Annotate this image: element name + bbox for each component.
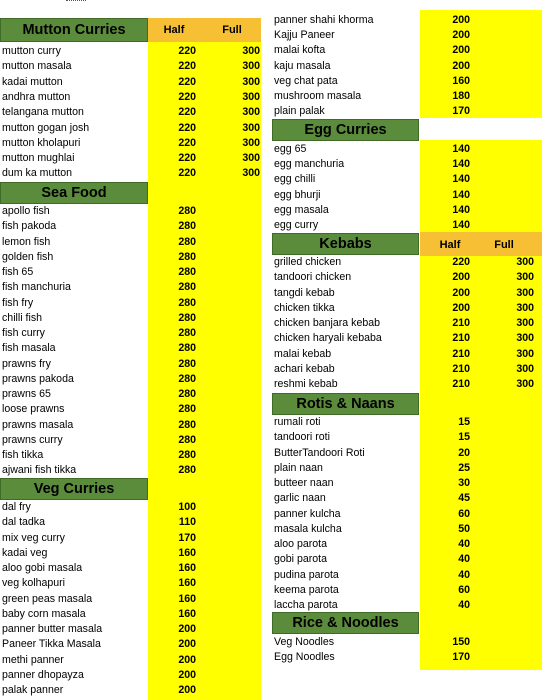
item-price: 170 bbox=[178, 531, 196, 544]
item-name: tangdi kebab bbox=[274, 286, 335, 299]
item-price: 200 bbox=[178, 638, 196, 651]
item-name: kadai veg bbox=[2, 546, 48, 559]
item-name: panner dhopayza bbox=[2, 668, 84, 681]
menu-item-row bbox=[0, 59, 261, 74]
item-price: 280 bbox=[178, 296, 196, 309]
item-price: 170 bbox=[452, 651, 470, 664]
half-price: 220 bbox=[178, 136, 196, 149]
item-name: Veg Noodles bbox=[274, 636, 335, 648]
item-name: plain naan bbox=[274, 461, 323, 474]
menu-item-row bbox=[272, 507, 542, 522]
item-price: 160 bbox=[178, 577, 196, 590]
full-price: 300 bbox=[516, 286, 534, 299]
full-price: 300 bbox=[242, 106, 260, 119]
half-label: Half bbox=[163, 24, 185, 36]
full-price: 300 bbox=[516, 271, 534, 284]
item-price: 280 bbox=[178, 235, 196, 248]
full-price: 300 bbox=[516, 332, 534, 345]
item-name: egg chilli bbox=[274, 173, 316, 186]
item-name: tandoori roti bbox=[274, 431, 330, 444]
menu-item-row bbox=[272, 89, 542, 104]
menu-item-row bbox=[272, 522, 542, 537]
menu-item-row bbox=[272, 270, 542, 285]
item-price: 140 bbox=[452, 219, 470, 231]
item-price: 280 bbox=[178, 327, 196, 339]
half-price: 210 bbox=[452, 332, 470, 345]
item-price: 100 bbox=[178, 501, 196, 513]
menu-item-row bbox=[0, 592, 261, 607]
full-price: 300 bbox=[516, 362, 534, 375]
item-name: gobi parota bbox=[274, 553, 328, 566]
item-name: veg kolhapuri bbox=[2, 577, 66, 590]
item-name: chicken tikka bbox=[274, 301, 335, 314]
menu-item-row bbox=[0, 136, 261, 151]
item-name: ButterTandoori Roti bbox=[274, 446, 365, 459]
menu-item-row bbox=[272, 537, 542, 552]
full-price: 300 bbox=[516, 347, 534, 360]
item-name: aloo gobi masala bbox=[2, 562, 83, 574]
item-price: 280 bbox=[178, 388, 196, 400]
item-price: 280 bbox=[178, 220, 196, 233]
item-name: egg 65 bbox=[274, 143, 307, 155]
item-price: 140 bbox=[452, 158, 470, 171]
item-name: dal fry bbox=[2, 501, 31, 513]
menu-item-row bbox=[272, 13, 542, 28]
menu-item-row bbox=[272, 59, 542, 74]
menu-item-row bbox=[272, 377, 542, 392]
half-price: 210 bbox=[452, 362, 470, 375]
item-price: 30 bbox=[458, 477, 470, 489]
menu-item-row bbox=[272, 286, 542, 301]
item-price: 280 bbox=[178, 342, 196, 355]
menu-item-row bbox=[0, 531, 261, 546]
item-price: 200 bbox=[452, 44, 470, 57]
item-price: 60 bbox=[458, 583, 470, 596]
menu-item-row bbox=[0, 653, 261, 668]
menu-item-row bbox=[272, 301, 542, 316]
item-price: 20 bbox=[458, 446, 470, 459]
item-name: rumali roti bbox=[274, 416, 321, 428]
item-name: dal tadka bbox=[2, 516, 45, 529]
item-name: fish tikka bbox=[2, 449, 44, 461]
item-name: dum ka mutton bbox=[2, 167, 73, 180]
half-price: 200 bbox=[452, 301, 470, 314]
item-price: 160 bbox=[452, 74, 470, 87]
menu-item-row bbox=[272, 650, 542, 665]
item-price: 140 bbox=[452, 143, 470, 155]
item-price: 200 bbox=[452, 29, 470, 42]
item-price: 140 bbox=[452, 203, 470, 216]
item-price: 160 bbox=[178, 592, 196, 605]
menu-item-row bbox=[0, 448, 261, 463]
item-name: plain palak bbox=[274, 105, 325, 118]
item-price: 60 bbox=[458, 507, 470, 520]
menu-item-row bbox=[272, 415, 542, 430]
full-price: 300 bbox=[516, 317, 534, 329]
menu-item-row bbox=[0, 418, 261, 433]
item-name: egg masala bbox=[274, 203, 329, 216]
item-price: 200 bbox=[178, 668, 196, 681]
item-price: 280 bbox=[178, 281, 196, 294]
item-price: 280 bbox=[178, 418, 196, 431]
item-name: prawns fry bbox=[2, 357, 51, 370]
menu-item-row bbox=[0, 637, 261, 652]
menu-item-row bbox=[272, 28, 542, 43]
menu-item-row bbox=[0, 326, 261, 341]
item-name: golden fish bbox=[2, 250, 54, 263]
full-price: 300 bbox=[242, 167, 260, 180]
item-price: 280 bbox=[178, 311, 196, 324]
item-name: mutton kholapuri bbox=[2, 136, 81, 149]
menu-item-row bbox=[272, 74, 542, 89]
menu-item-row bbox=[272, 635, 542, 650]
item-price: 280 bbox=[178, 433, 196, 446]
section-header-rotis: Rotis & Naans bbox=[272, 393, 419, 415]
half-price: 210 bbox=[452, 378, 470, 390]
menu-item-row bbox=[272, 104, 542, 119]
item-name: prawns pakoda bbox=[2, 372, 74, 385]
item-price: 140 bbox=[452, 173, 470, 186]
item-name: andhra mutton bbox=[2, 90, 71, 103]
menu-item-row bbox=[0, 546, 261, 561]
half-price: 220 bbox=[452, 256, 470, 268]
full-price: 300 bbox=[242, 136, 260, 149]
half-price: 220 bbox=[178, 45, 196, 57]
menu-item-row bbox=[272, 568, 542, 583]
half-price: 220 bbox=[178, 60, 196, 73]
half-label: Half bbox=[439, 239, 461, 251]
item-name: kaju masala bbox=[274, 59, 331, 72]
item-name: tandoori chicken bbox=[274, 271, 352, 284]
menu-item-row bbox=[0, 265, 261, 280]
item-name: green peas masala bbox=[2, 592, 93, 605]
item-price: 40 bbox=[458, 599, 470, 611]
item-price: 280 bbox=[178, 372, 196, 385]
half-price: 220 bbox=[178, 152, 196, 165]
item-name: panner butter masala bbox=[2, 623, 103, 635]
item-name: ajwani fish tikka bbox=[2, 464, 77, 477]
item-name: garlic naan bbox=[274, 492, 326, 505]
item-price: 15 bbox=[458, 416, 470, 428]
menu-item-row bbox=[0, 166, 261, 181]
menu-item-row bbox=[0, 387, 261, 402]
item-price: 280 bbox=[178, 250, 196, 263]
item-name: panner shahi khorma bbox=[274, 14, 374, 26]
menu-item-row bbox=[0, 151, 261, 166]
item-name: apollo fish bbox=[2, 205, 50, 217]
item-name: fish fry bbox=[2, 296, 34, 309]
menu-item-row bbox=[272, 203, 542, 218]
item-name: lemon fish bbox=[2, 235, 51, 248]
item-price: 180 bbox=[452, 90, 470, 102]
menu-item-row bbox=[272, 218, 542, 233]
menu-item-row bbox=[272, 461, 542, 476]
half-price: 210 bbox=[452, 347, 470, 360]
item-price: 40 bbox=[458, 568, 470, 581]
item-price: 25 bbox=[458, 461, 470, 474]
menu-item-row bbox=[272, 476, 542, 491]
half-price: 220 bbox=[178, 106, 196, 119]
menu-item-row bbox=[0, 219, 261, 234]
item-name: mutton curry bbox=[2, 45, 61, 57]
top-dots bbox=[66, 0, 86, 4]
menu-item-row bbox=[0, 311, 261, 326]
menu-item-row bbox=[272, 446, 542, 461]
item-name: telangana mutton bbox=[2, 106, 84, 119]
item-price: 160 bbox=[178, 607, 196, 620]
item-name: mutton mughlai bbox=[2, 152, 75, 165]
menu-item-row bbox=[0, 433, 261, 448]
full-price: 300 bbox=[242, 75, 260, 88]
menu-item-row bbox=[0, 622, 261, 637]
item-name: chilli fish bbox=[2, 311, 43, 324]
menu-item-row bbox=[0, 463, 261, 478]
full-price: 300 bbox=[242, 60, 260, 73]
menu-item-row bbox=[272, 430, 542, 445]
menu-item-row bbox=[272, 157, 542, 172]
full-label: Full bbox=[494, 239, 514, 251]
menu-item-row bbox=[0, 668, 261, 683]
item-name: malai kebab bbox=[274, 347, 332, 360]
item-name: prawns curry bbox=[2, 433, 63, 446]
item-price: 200 bbox=[178, 653, 196, 666]
menu-item-row bbox=[0, 90, 261, 105]
half-price: 220 bbox=[178, 167, 196, 180]
item-name: egg bhurji bbox=[274, 188, 321, 201]
menu-item-row bbox=[272, 188, 542, 203]
menu-item-row bbox=[272, 255, 542, 270]
item-price: 150 bbox=[452, 636, 470, 648]
item-name: malai kofta bbox=[274, 44, 326, 57]
menu-item-row bbox=[0, 341, 261, 356]
item-name: methi panner bbox=[2, 653, 64, 666]
full-price: 300 bbox=[516, 256, 534, 268]
item-name: Kajju Paneer bbox=[274, 29, 335, 42]
menu-item-row bbox=[0, 280, 261, 295]
item-name: chicken haryali kebaba bbox=[274, 332, 382, 345]
menu-item-row bbox=[272, 142, 542, 157]
menu-item-row bbox=[0, 357, 261, 372]
item-price: 140 bbox=[452, 188, 470, 201]
item-name: Paneer Tikka Masala bbox=[2, 638, 101, 651]
section-header-mutton: Mutton Curries bbox=[0, 18, 148, 42]
full-price: 300 bbox=[242, 45, 260, 57]
item-price: 50 bbox=[458, 522, 470, 535]
item-name: keema parota bbox=[274, 583, 339, 596]
item-name: kadai mutton bbox=[2, 75, 63, 88]
menu-item-row bbox=[0, 44, 261, 59]
menu-item-row bbox=[0, 296, 261, 311]
item-name: butteer naan bbox=[274, 477, 334, 489]
half-price: 200 bbox=[452, 286, 470, 299]
item-name: egg curry bbox=[274, 219, 319, 231]
half-price: 220 bbox=[178, 90, 196, 103]
item-name: reshmi kebab bbox=[274, 378, 338, 390]
menu-item-row bbox=[272, 172, 542, 187]
menu-item-row bbox=[272, 347, 542, 362]
menu-item-row bbox=[272, 552, 542, 567]
full-price: 300 bbox=[516, 378, 534, 390]
item-name: mix veg curry bbox=[2, 531, 65, 544]
item-name: Egg Noodles bbox=[274, 651, 335, 664]
item-price: 280 bbox=[178, 205, 196, 217]
item-name: fish curry bbox=[2, 327, 45, 339]
item-name: laccha parota bbox=[274, 599, 338, 611]
menu-item-row bbox=[0, 235, 261, 250]
menu-item-row bbox=[272, 316, 542, 331]
section-header-egg: Egg Curries bbox=[272, 119, 419, 141]
section-header-kebabs: Kebabs bbox=[272, 233, 419, 255]
item-name: prawns 65 bbox=[2, 388, 51, 400]
menu-item-row bbox=[272, 491, 542, 506]
item-name: grilled chicken bbox=[274, 256, 342, 268]
item-name: achari kebab bbox=[274, 362, 335, 375]
item-price: 280 bbox=[178, 403, 196, 416]
item-price: 45 bbox=[458, 492, 470, 505]
menu-item-row bbox=[0, 250, 261, 265]
menu-item-row bbox=[0, 402, 261, 417]
menu-item-row bbox=[0, 683, 261, 698]
item-name: baby corn masala bbox=[2, 607, 86, 620]
item-price: 170 bbox=[452, 105, 470, 118]
half-price: 210 bbox=[452, 317, 470, 329]
item-price: 40 bbox=[458, 553, 470, 566]
menu-item-row bbox=[0, 105, 261, 120]
menu-item-row bbox=[272, 331, 542, 346]
full-price: 300 bbox=[516, 301, 534, 314]
full-price: 300 bbox=[242, 152, 260, 165]
item-name: aloo parota bbox=[274, 538, 328, 550]
item-name: palak panner bbox=[2, 684, 64, 696]
menu-item-row bbox=[0, 121, 261, 136]
item-name: fish masala bbox=[2, 342, 56, 355]
item-name: pudina parota bbox=[274, 568, 339, 581]
item-name: prawns masala bbox=[2, 418, 74, 431]
menu-item-row bbox=[0, 576, 261, 591]
item-price: 160 bbox=[178, 546, 196, 559]
menu-item-row bbox=[0, 607, 261, 622]
item-price: 200 bbox=[178, 623, 196, 635]
item-price: 200 bbox=[178, 684, 196, 696]
item-name: masala kulcha bbox=[274, 522, 342, 535]
item-price: 200 bbox=[452, 59, 470, 72]
item-name: veg chat pata bbox=[274, 74, 338, 87]
item-price: 280 bbox=[178, 464, 196, 477]
item-price: 200 bbox=[452, 14, 470, 26]
menu-item-row bbox=[0, 204, 261, 219]
menu-item-row bbox=[272, 598, 542, 613]
item-name: fish pakoda bbox=[2, 220, 57, 233]
item-name: egg manchuria bbox=[274, 158, 345, 171]
item-price: 40 bbox=[458, 538, 470, 550]
item-name: mushroom masala bbox=[274, 90, 362, 102]
item-name: loose prawns bbox=[2, 403, 65, 416]
half-price: 220 bbox=[178, 121, 196, 134]
menu-item-row bbox=[272, 583, 542, 598]
item-price: 160 bbox=[178, 562, 196, 574]
item-name: mutton masala bbox=[2, 60, 72, 73]
full-price: 300 bbox=[242, 90, 260, 103]
menu-item-row bbox=[0, 561, 261, 576]
menu-item-row bbox=[0, 515, 261, 530]
half-price: 200 bbox=[452, 271, 470, 284]
item-name: fish 65 bbox=[2, 266, 34, 278]
item-name: chicken banjara kebab bbox=[274, 317, 381, 329]
menu-item-row bbox=[0, 75, 261, 90]
menu-item-row bbox=[0, 372, 261, 387]
item-name: mutton gogan josh bbox=[2, 121, 90, 134]
section-header-rice: Rice & Noodles bbox=[272, 612, 419, 634]
full-label: Full bbox=[222, 24, 242, 36]
item-name: panner kulcha bbox=[274, 507, 341, 520]
menu-item-row bbox=[272, 43, 542, 58]
half-price: 220 bbox=[178, 75, 196, 88]
item-price: 280 bbox=[178, 266, 196, 278]
menu-item-row bbox=[0, 500, 261, 515]
item-price: 15 bbox=[458, 431, 470, 444]
item-price: 110 bbox=[178, 516, 196, 529]
full-price: 300 bbox=[242, 121, 260, 134]
section-header-seafood: Sea Food bbox=[0, 182, 148, 204]
item-price: 280 bbox=[178, 449, 196, 461]
item-name: fish manchuria bbox=[2, 281, 71, 294]
item-price: 280 bbox=[178, 357, 196, 370]
menu-item-row bbox=[272, 362, 542, 377]
section-header-veg: Veg Curries bbox=[0, 478, 148, 500]
